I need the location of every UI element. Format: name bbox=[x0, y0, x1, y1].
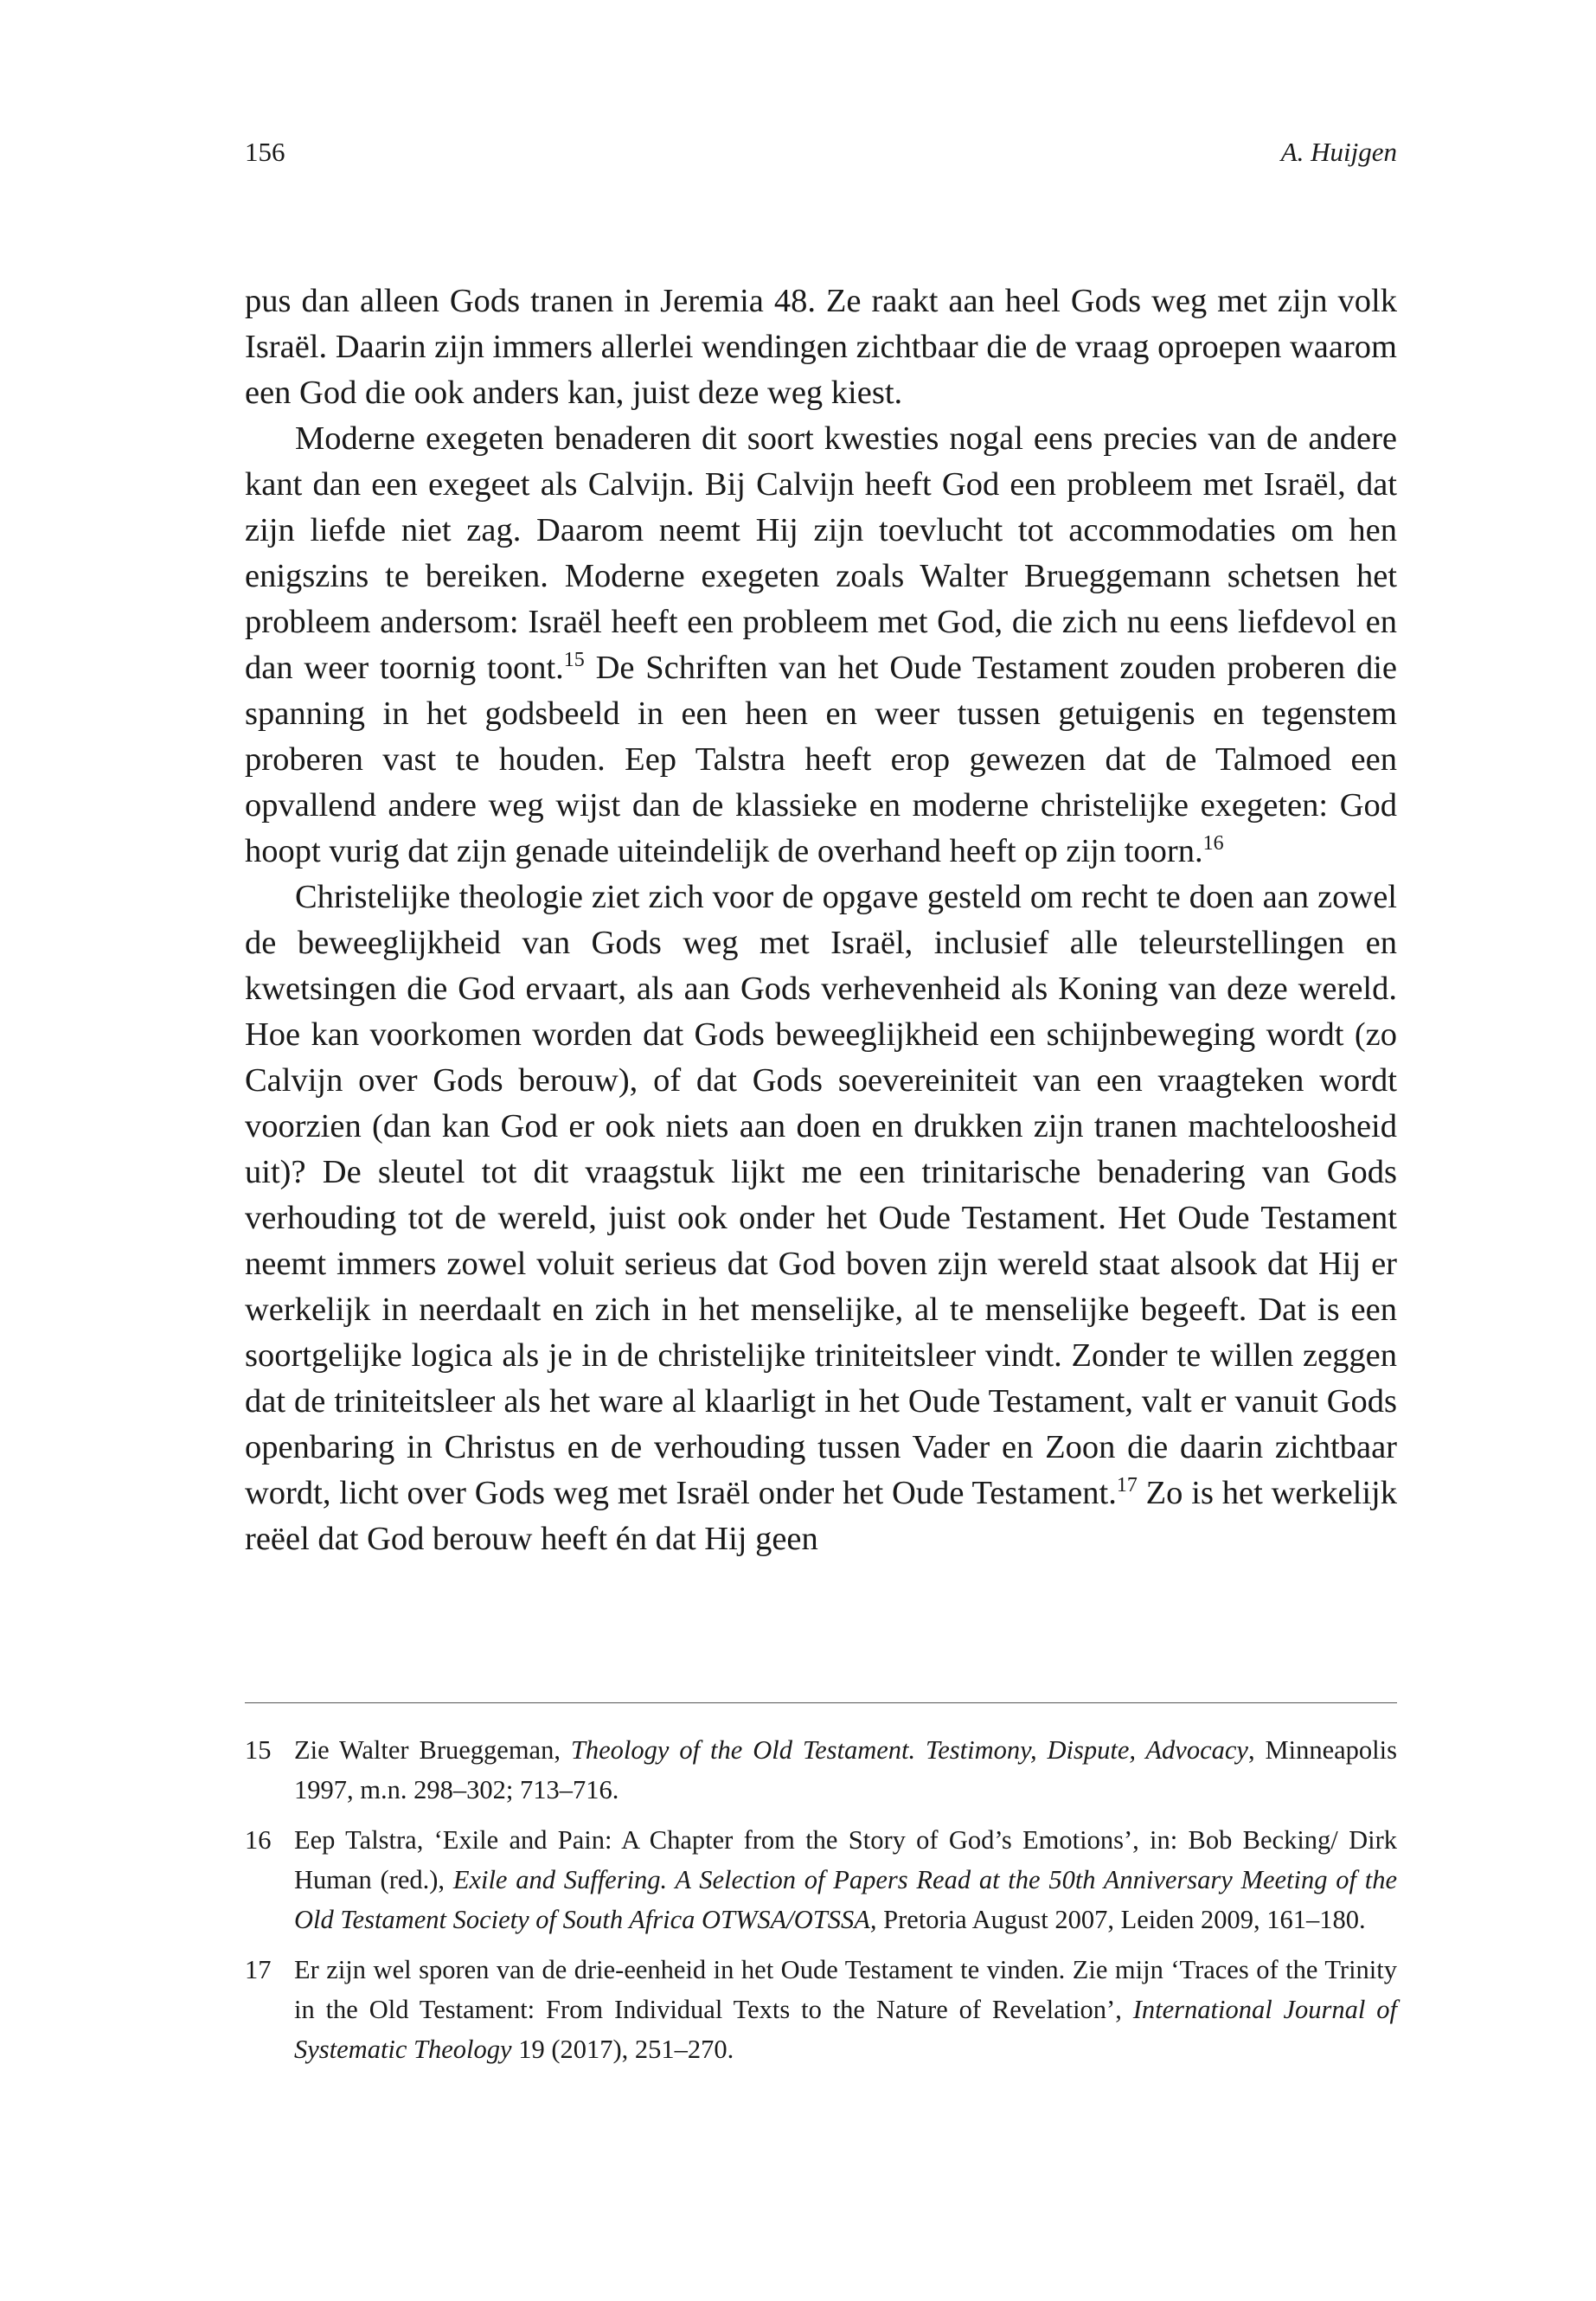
footnote-text: Er zijn wel sporen van de drie-eenheid in het Oude Testament te vinden. Zie mijn ‘Traces of the Trinity in the Old Testament: From Individual Texts to the Nature of Revelation’, bbox=[294, 1955, 1397, 2024]
footnote-text: Pretoria August 2007, Leiden 2009, 161–180. bbox=[876, 1905, 1366, 1934]
footnote-divider bbox=[245, 1702, 1397, 1703]
footnote-title: Exile and Suffering. A Selection of Papers Read at the 50th Anniversary Meeting of the Old Testament Society of South Africa OTWSA/OTSSA, bbox=[294, 1865, 1397, 1934]
footnote-16 bbox=[245, 1820, 1397, 1939]
footnote-text: Zie Walter Brueggeman, bbox=[294, 1735, 571, 1765]
footnotes bbox=[245, 1730, 1397, 2080]
paragraph-2 bbox=[245, 416, 1397, 875]
paragraph-2-text-b: De Schriften van het Oude Testament zouden proberen die spanning in het godsbeeld in een heen en weer tussen getuigenis en tegenstem proberen vast te houden. Eep Talstra heeft erop gewezen dat de Talmoed een opvallend andere weg wijst dan de klassieke en moderne christelijke exegeten: God hoopt vurig dat zijn genade uiteindelijk de overhand heeft op zijn toorn. bbox=[245, 650, 1398, 869]
footnote-text: 19 (2017), 251–270. bbox=[511, 2035, 734, 2064]
running-head bbox=[245, 137, 1397, 176]
footnote-text: , Minneapolis 1997, m.n. 298–302; 713–716. bbox=[294, 1735, 1398, 1804]
footnote-ref-15[interactable]: 15 bbox=[563, 649, 585, 671]
footnote-title: Theology of the Old Testament. Testimony, Dispute, Advocacy bbox=[570, 1735, 1248, 1765]
paragraph-3-text-a: Christelijke theologie ziet zich voor de opgave gesteld om recht te doen aan zowel de beweeglijkheid van Gods weg met Israël, inclusief alle teleurstellingen en kwetsingen die God ervaart, als aan Gods verhevenheid als Koning van deze wereld. Hoe kan voorkomen worden dat Gods beweeglijkheid een schijnbeweging wordt (zo Calvijn over Gods berouw), of dat Gods soevereiniteit van een vraagteken wordt voorzien (dan kan God er ook niets aan doen en drukken zijn tranen machteloosheid uit)? De sleutel tot dit vraagstuk lijkt me een trinitarische benadering van Gods verhouding tot de wereld, juist ook onder het Oude Testament. Het Oude Testament neemt immers zowel voluit serieus dat God boven zijn wereld staat alsook dat Hij er werkelijk in neerdaalt en zich in het menselijke, al te menselijke begeeft. Dat is een soortgelijke logica als je in de christelijke triniteitsleer vindt. Zonder te willen zeggen dat de triniteitsleer als het ware al klaarligt in het Oude Testament, valt er vanuit Gods openbaring in Christus en de verhouding tussen Vader en Zoon die daarin zichtbaar wordt, licht over Gods weg met Israël onder het Oude Testament. bbox=[245, 879, 1397, 1511]
paragraph-3-text-b: Zo is het werkelijk reëel dat God berouw heeft én dat Hij geen bbox=[245, 1475, 1398, 1557]
footnote-title: International Journal of Systematic Theology bbox=[294, 1995, 1397, 2064]
footnote-number: 16 bbox=[245, 1825, 272, 1855]
paragraph-1 bbox=[245, 279, 1397, 416]
paragraph-2-text-a: Moderne exegeten benaderen dit soort kwesties nogal eens precies van de andere kant dan een exegeet als Calvijn. Bij Calvijn heeft God een probleem met Israël, dat zijn liefde niet zag. Daarom neemt Hij zijn toevlucht tot accommodaties om hen enigszins te bereiken. Moderne exegeten zoals Walter Brueggemann schetsen het probleem andersom: Israël heeft een probleem met God, die zich nu eens liefdevol en dan weer toornig toont. bbox=[245, 420, 1397, 686]
footnote-ref-16[interactable]: 16 bbox=[1202, 832, 1224, 855]
body-text bbox=[245, 279, 1397, 1562]
footnote-17 bbox=[245, 1950, 1397, 2069]
footnote-15 bbox=[245, 1730, 1397, 1810]
footnote-number: 17 bbox=[245, 1955, 272, 1984]
footnote-text: Eep Talstra, ‘Exile and Pain: A Chapter from the Story of God’s Emotions’, in: Bob Becking/ Dirk Human (red.), bbox=[294, 1825, 1397, 1894]
footnote-number: 15 bbox=[245, 1735, 272, 1765]
paragraph-3 bbox=[245, 875, 1397, 1562]
paragraph-1-text: pus dan alleen Gods tranen in Jeremia 48. Ze raakt aan heel Gods weg met zijn volk Israël. Daarin zijn immers allerlei wendingen zichtbaar die de vraag oproepen waarom een God die ook anders kan, juist deze weg kiest. bbox=[245, 283, 1397, 411]
footnote-ref-17[interactable]: 17 bbox=[1116, 1474, 1138, 1497]
page-number: 156 bbox=[245, 137, 285, 167]
running-head-author: A. Huijgen bbox=[1280, 137, 1397, 167]
